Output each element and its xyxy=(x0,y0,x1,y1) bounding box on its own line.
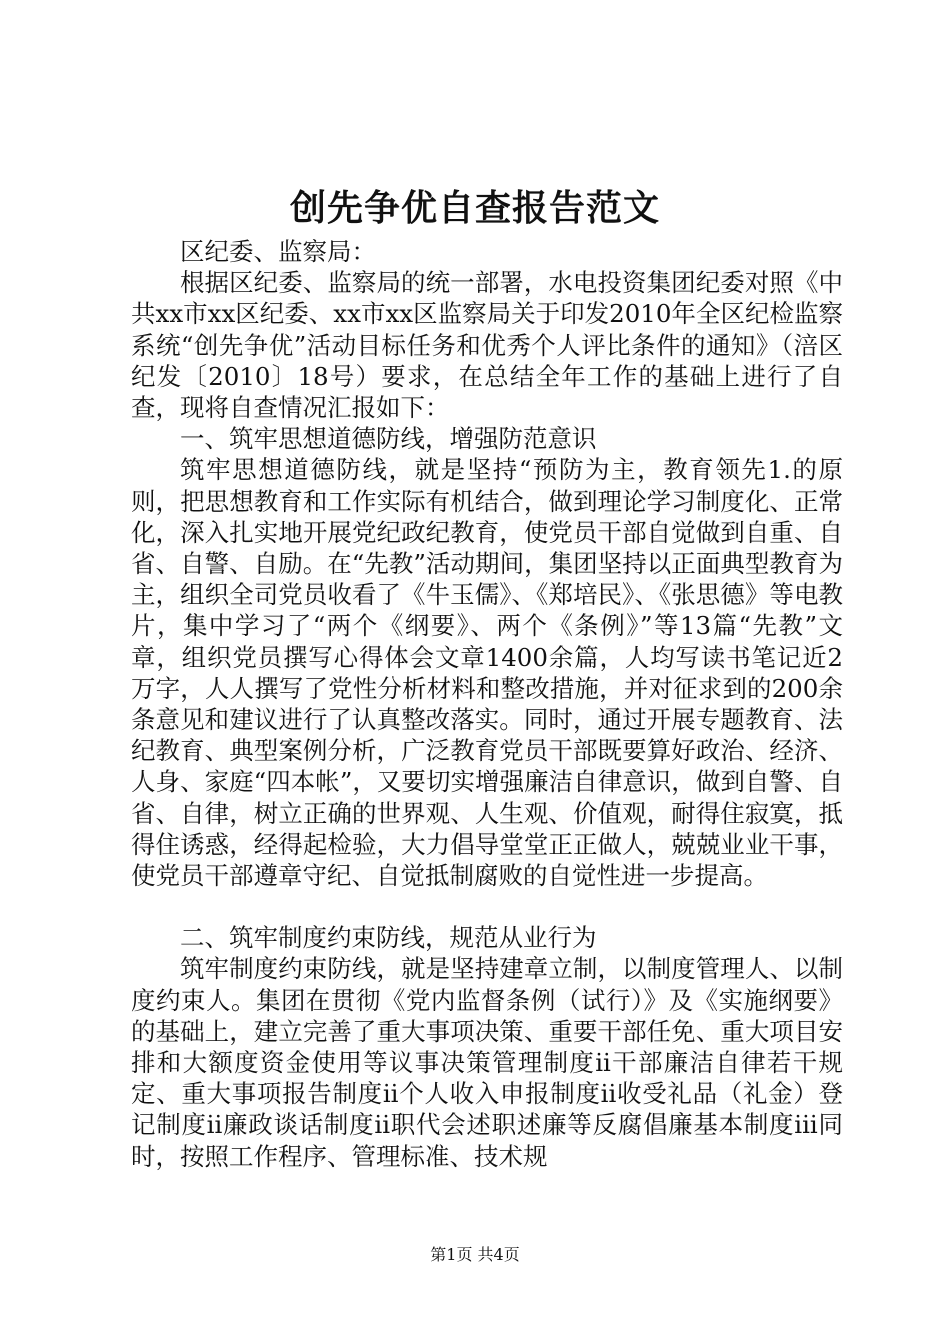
section-1-paragraph: 筑牢思想道德防线，就是坚持“预防为主，教育领先1.的原则，把思想教育和工作实际有机结合，做到理论学习制度化、正常化，深入扎实地开展党纪政纪教育，使党员干部自觉做到自重、自省、自警、自励。在“先教”活动期间，集团坚持以正面典型教育为主，组织全司党员收看了《牛玉儒》、《郑培民》、《张思德》等电教片，集中学习了“两个《纲要》、两个《条例》”等13篇“先教”文章，组织党员撰写心得体会文章1400余篇，人均写读书笔记近2万字，人人撰写了党性分析材料和整改措施，并对征求到的200余条意见和建议进行了认真整改落实。同时，通过开展专题教育、法纪教育、典型案例分析，广泛教育党员干部既要算好政治、经济、人身、家庭“四本帐”，又要切实增强廉洁自律意识，做到自警、自省、自律，树立正确的世界观、人生观、价值观，耐得住寂寞，抵得住诱惑，经得起检验，大力倡导堂堂正正做人，兢兢业业干事，使党员干部遵章守纪、自觉抵制腐败的自觉性进一步提高。 xyxy=(131,455,843,891)
intro-paragraph: 根据区纪委、监察局的统一部署，水电投资集团纪委对照《中共xx市xx区纪委、xx市xx区监察局关于印发2010年全区纪检监察系统“创先争优”活动目标任务和优秀个人评比条件的通知》（涪区纪发〔2010〕18号）要求，在总结全年工作的基础上进行了自查，现将自查情况汇报如下： xyxy=(131,268,843,423)
document-title: 创先争优自查报告范文 xyxy=(289,187,660,229)
section-heading-2: 二、筑牢制度约束防线，规范从业行为 xyxy=(180,923,597,953)
salutation: 区纪委、监察局： xyxy=(180,237,376,266)
section-2-paragraph: 筑牢制度约束防线，就是坚持建章立制，以制度管理人、以制度约束人。集团在贯彻《党内监督条例（试行）》及《实施纲要》的基础上，建立完善了重大事项决策、重要干部任免、重大项目安排和大额度资金使用等议事决策管理制度ii干部廉洁自律若干规定、重大事项报告制度ii个人收入申报制度ii收受礼品（礼金）登记制度ii廉政谈话制度ii职代会述职述廉等反腐倡廉基本制度iii同时，按照工作程序、管理标准、技术规 xyxy=(131,954,843,1171)
page-footer: 第1页 共4页 xyxy=(430,1245,520,1264)
section-heading-1: 一、筑牢思想道德防线，增强防范意识 xyxy=(180,424,597,454)
document-body xyxy=(131,236,843,1172)
